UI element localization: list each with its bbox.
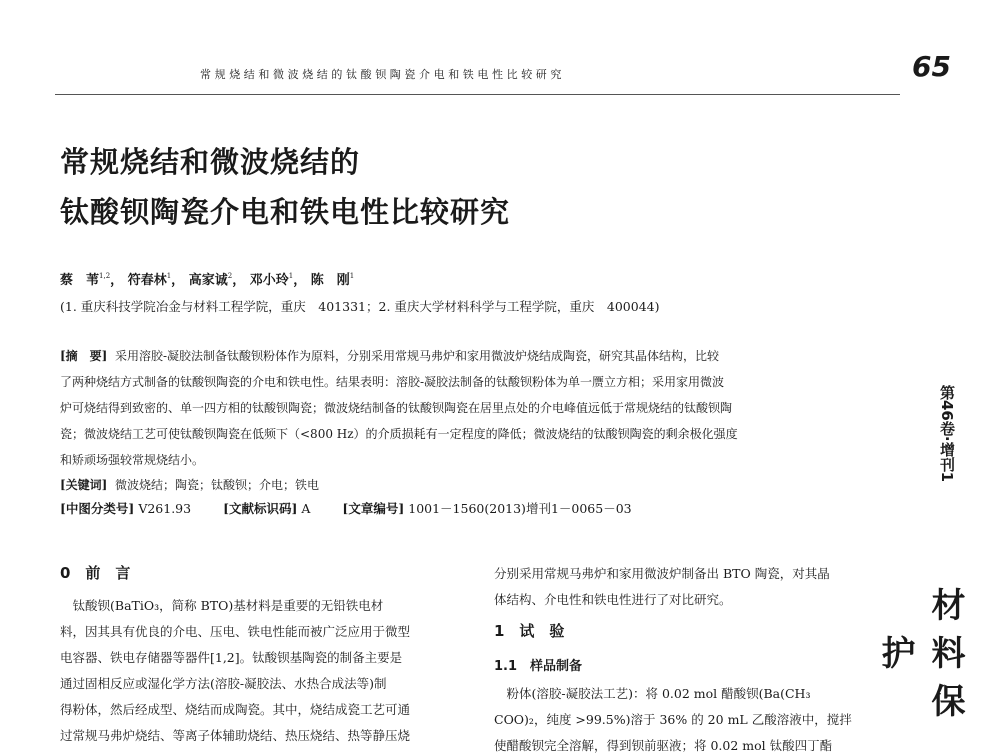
page-number: 65 [912,50,951,83]
body-line: 分别采用常规马弗炉和家用微波炉制备出 BTO 陶瓷，对其晶 [494,566,830,581]
author-affil-mark: 1 [166,272,172,280]
clc-value: V261.93 [138,501,192,516]
body-line: 体结构、介电性和铁电性进行了对比研究。 [494,592,732,607]
article-meta [60,499,632,517]
author-affil-mark: 1,2 [99,272,111,280]
body-line: 通过固相反应或湿化学方法(溶胶-凝胶法、水热合成法等)制 [60,676,387,691]
running-header: 常规烧结和微波烧结的钛酸钡陶瓷介电和铁电性比较研究 [200,68,565,81]
abstract-line: 和矫顽场强较常规烧结小。 [60,453,205,467]
abstract-tag: [摘 要] [60,349,108,363]
affiliation: (1. 重庆科技学院冶金与材料工程学院，重庆 401331；2. 重庆大学材料科学与工程学院，重庆 400044) [60,299,660,314]
section-heading-preface: 0 前 言 [60,564,131,582]
author: 高家诚 [188,273,228,288]
article-no-value: 1001－1560(2013)增刊1－0065－03 [408,501,632,516]
keywords-text: 微波烧结；陶瓷；钛酸钡；介电；铁电 [115,478,320,492]
abstract-text: 采用溶胶-凝胶法制备钛酸钡粉体作为原料，分别采用常规马弗炉和家用微波炉烧结成陶瓷，研究其晶体结构，比较 [115,349,720,363]
author-affil-mark: 1 [349,272,355,280]
keywords-tag: [关键词] [60,478,108,492]
keywords [60,476,910,493]
abstract-line: 炉可烧结得到致密的、单一四方相的钛酸钡陶瓷；微波烧结制备的钛酸钡陶瓷在居里点处的介电峰值远低于常规烧结的钛酸钡陶 [60,401,733,415]
author-affil-mark: 2 [227,272,233,280]
title-line-2: 钛酸钡陶瓷介电和铁电性比较研究 [60,195,511,229]
side-volume-label: 第46卷·增刊1 [938,385,956,483]
title-line-1: 常规烧结和微波烧结的 [60,145,361,179]
body-line: 使醋酸钡完全溶解，得到钡前驱液；将 0.02 mol 钛酸四丁酯 [494,738,833,753]
body-line: 电容器、铁电存储器等器件[1,2]。钛酸钡基陶瓷的制备主要是 [60,650,403,665]
author-list: 蔡 苇$^{1,2}$， 符春林$^1$， 高家诚$^2$， 邓小玲$^1$， 陈 刚$^1$ [60,272,355,288]
author: 陈 刚 [310,273,350,288]
body-line: 钛酸钡(BaTiO₃，简称 BTO)基材料是重要的无铅铁电材 [60,598,384,613]
subsection-heading: 1.1 样品制备 [494,659,583,674]
author: 邓小玲 [249,273,289,288]
body-line: 得粉体，然后经成型、烧结而成陶瓷。其中，烧结成瓷工艺可通 [60,702,411,717]
header-rule [55,94,900,95]
body-line: 料，因其具有优良的介电、压电、铁电性能而被广泛应用于微型 [60,624,411,639]
abstract-line: 了两种烧结方式制备的钛酸钡陶瓷的介电和铁电性。结果表明：溶胶-凝胶法制备的钛酸钡粉体为单一赝立方相；采用家用微波 [60,375,725,389]
author-affil-mark: 1 [288,272,294,280]
doc-code-value: A [301,501,311,516]
doc-code-tag: [文献标识码] [223,501,298,516]
abstract-line [60,347,910,364]
body-line: COO)₂，纯度 >99.5%)溶于 36% 的 20 mL 乙酸溶液中，搅拌 [494,712,852,727]
article-no-tag: [文章编号] [342,501,405,516]
clc-tag: [中图分类号] [60,501,135,516]
side-journal-name: 材料保护 [875,586,965,731]
section-heading-experiment: 1 试 验 [494,622,565,640]
author: 符春林 [127,273,167,288]
abstract-line: 瓷；微波烧结工艺可使钛酸钡陶瓷在低频下（<800 Hz）的介质损耗有一定程度的降低；微波烧结的钛酸钡陶瓷的剩余极化强度 [60,427,738,441]
author: 蔡 苇 [60,273,100,288]
body-line: 过常规马弗炉烧结、等离子体辅助烧结、热压烧结、热等静压烧 [60,728,411,743]
body-line: 粉体(溶胶-凝胶法工艺)：将 0.02 mol 醋酸钡(Ba(CH₃ [494,686,811,701]
